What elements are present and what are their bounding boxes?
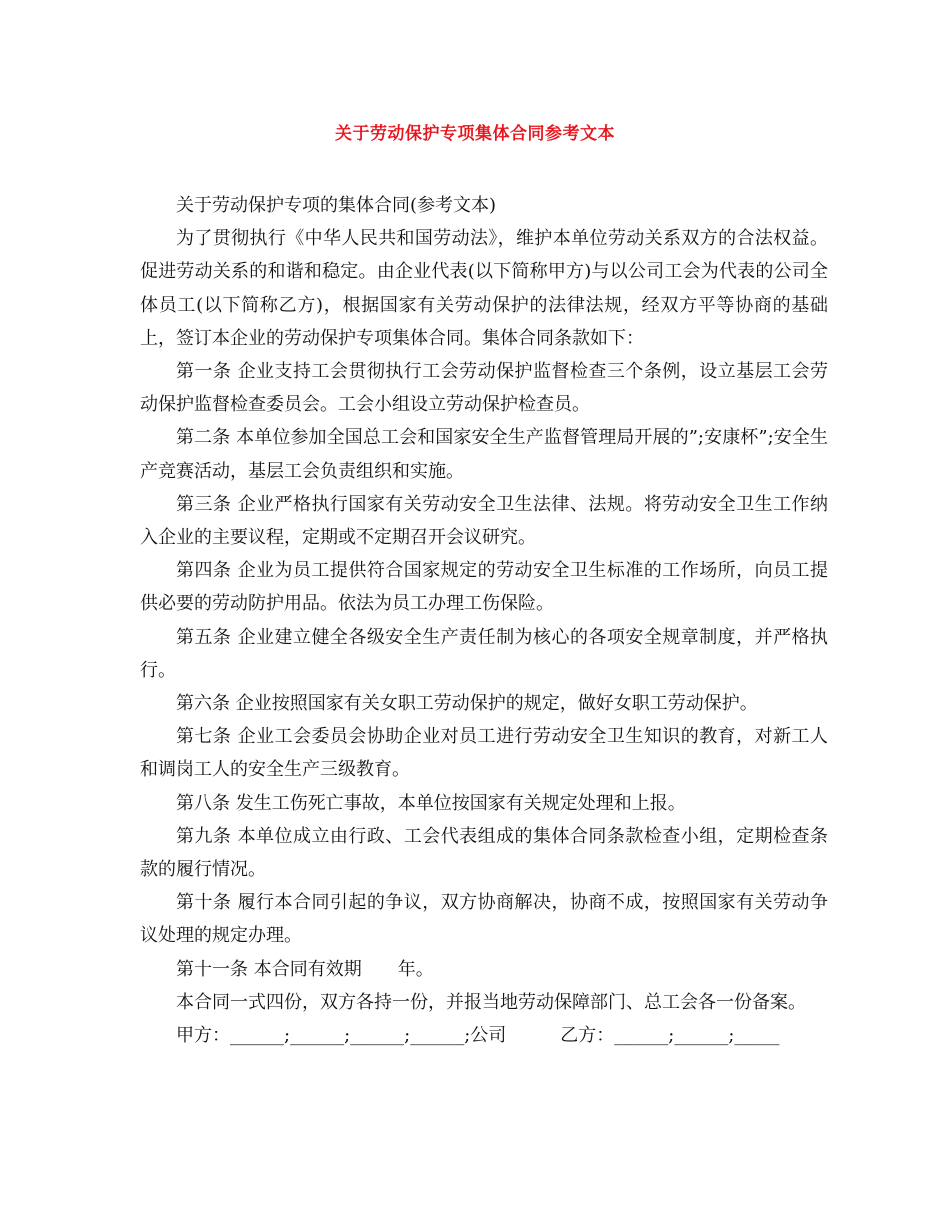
- article-2: 第二条 本单位参加全国总工会和国家安全生产监督管理局开展的”;安康杯”;安全生产竞赛活动，基层工会负责组织和实施。: [140, 427, 828, 482]
- paragraph-subtitle: 关于劳动保护专项的集体合同(参考文本): [176, 195, 497, 216]
- article-5: 第五条 企业建立健全各级安全生产责任制为核心的各项安全规章制度，并严格执行。: [140, 626, 828, 681]
- paragraph-preamble: 为了贯彻执行《中华人民共和国劳动法》，维护本单位劳动关系双方的合法权益。促进劳动关系的和谐和稳定。由企业代表(以下简称甲方)与以公司工会为代表的公司全体员工(以下简称乙方)，根据国家有关劳动保护的法律法规，经双方平等协商的基础上，签订本企业的劳动保护专项集体合同。集体合同条款如下：: [140, 228, 828, 349]
- signature-line: 甲方：______;______;______;______;公司 乙方：______;______;_____: [176, 1025, 780, 1047]
- article-4: 第四条 企业为员工提供符合国家规定的劳动安全卫生标准的工作场所，向员工提供必要的劳动防护用品。依法为员工办理工伤保险。: [140, 560, 828, 615]
- article-3: 第三条 企业严格执行国家有关劳动安全卫生法律、法规。将劳动安全卫生工作纳入企业的主要议程，定期或不定期召开会议研究。: [140, 493, 828, 549]
- article-1: 第一条 企业支持工会贯彻执行工会劳动保护监督检查三个条例，设立基层工会劳动保护监督检查委员会。工会小组设立劳动保护检查员。: [140, 361, 828, 416]
- article-11: 第十一条 本合同有效期 年。: [176, 958, 434, 980]
- article-10: 第十条 履行本合同引起的争议，双方协商解决，协商不成，按照国家有关劳动争议处理的规定办理。: [140, 892, 828, 947]
- copies-note: 本合同一式四份，双方各持一份，并报当地劳动保障部门、总工会各一份备案。: [176, 991, 806, 1013]
- article-6: 第六条 企业按照国家有关女职工劳动保护的规定，做好女职工劳动保护。: [176, 693, 758, 715]
- document-body: [140, 189, 828, 1052]
- article-7: 第七条 企业工会委员会协助企业对员工进行劳动安全卫生知识的教育，对新工人和调岗工人的安全生产三级教育。: [140, 726, 828, 781]
- document-title: 关于劳动保护专项集体合同参考文本: [335, 124, 615, 144]
- article-8: 第八条 发生工伤死亡事故，本单位按国家有关规定处理和上报。: [176, 792, 686, 814]
- article-9: 第九条 本单位成立由行政、工会代表组成的集体合同条款检查小组，定期检查条款的履行情况。: [140, 825, 828, 881]
